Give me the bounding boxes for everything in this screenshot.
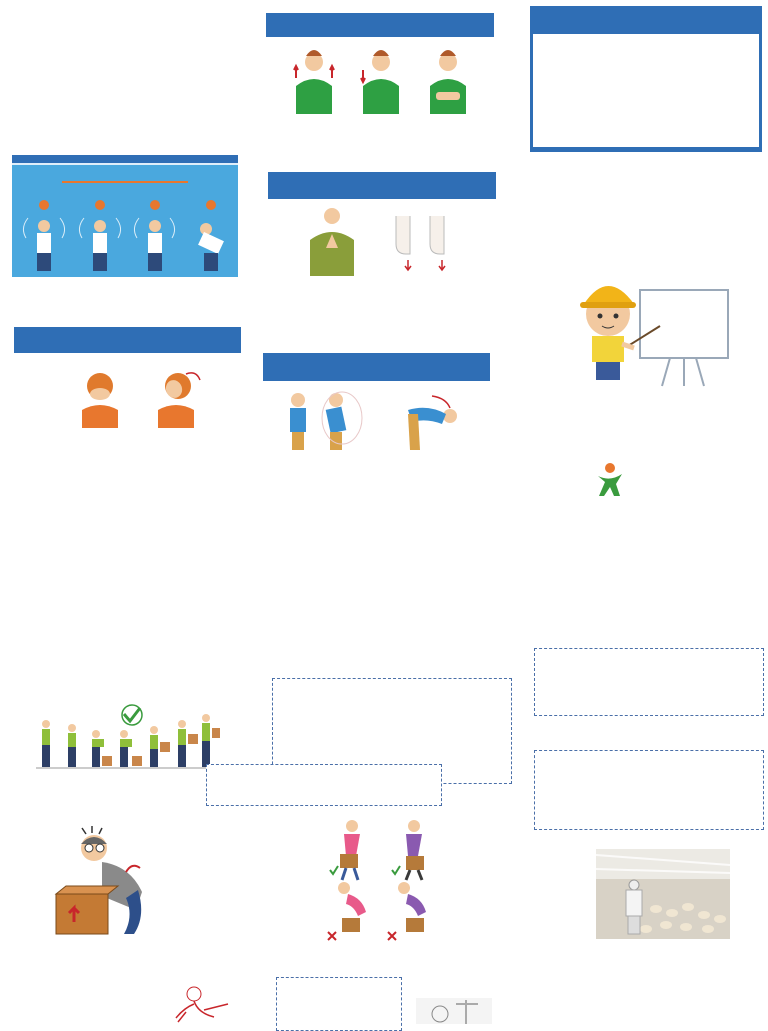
movimientos-text-box: [534, 750, 764, 830]
hombros-text: [270, 117, 493, 127]
cover-bottom-bar: [530, 147, 762, 152]
correct-incorrect-lifting-illustration: [326, 814, 446, 942]
munecas-bar: [268, 172, 496, 199]
safety-helmet-cartoon-illustration: [578, 268, 738, 388]
pausas-activas-subtitle: [62, 181, 188, 183]
posture-sketch-illustration: [416, 998, 492, 1024]
cover-top-bar: [530, 6, 762, 34]
posturas-text-box: [276, 977, 402, 1031]
cuello-bar: [14, 327, 241, 353]
espalda-bar: [263, 353, 490, 381]
back-pain-worker-illustration: [52, 824, 162, 942]
hombros-bar: [266, 13, 494, 37]
pausas-activas-title: [12, 163, 238, 165]
back-exercise-illustration: [276, 386, 466, 450]
stretching-figures-illustration: [12, 193, 238, 278]
skeleton-posture-illustration: [164, 984, 244, 1024]
shoulders-exercise-illustration: [286, 44, 476, 114]
lifting-sequence-illustration: [36, 702, 221, 770]
gkh-logo: [594, 462, 694, 512]
forzadas-nota-box: [534, 648, 764, 716]
poultry-farm-photo: [596, 849, 730, 939]
sobrecarga-text-box: [206, 764, 442, 806]
pausas-activas-banner: [12, 155, 238, 277]
logo-figure-icon: [594, 462, 624, 498]
cover-headline: [530, 34, 762, 147]
wrists-exercise-illustration: [286, 204, 466, 276]
cover-panel: [530, 6, 762, 152]
neck-exercise-illustration: [60, 356, 210, 428]
